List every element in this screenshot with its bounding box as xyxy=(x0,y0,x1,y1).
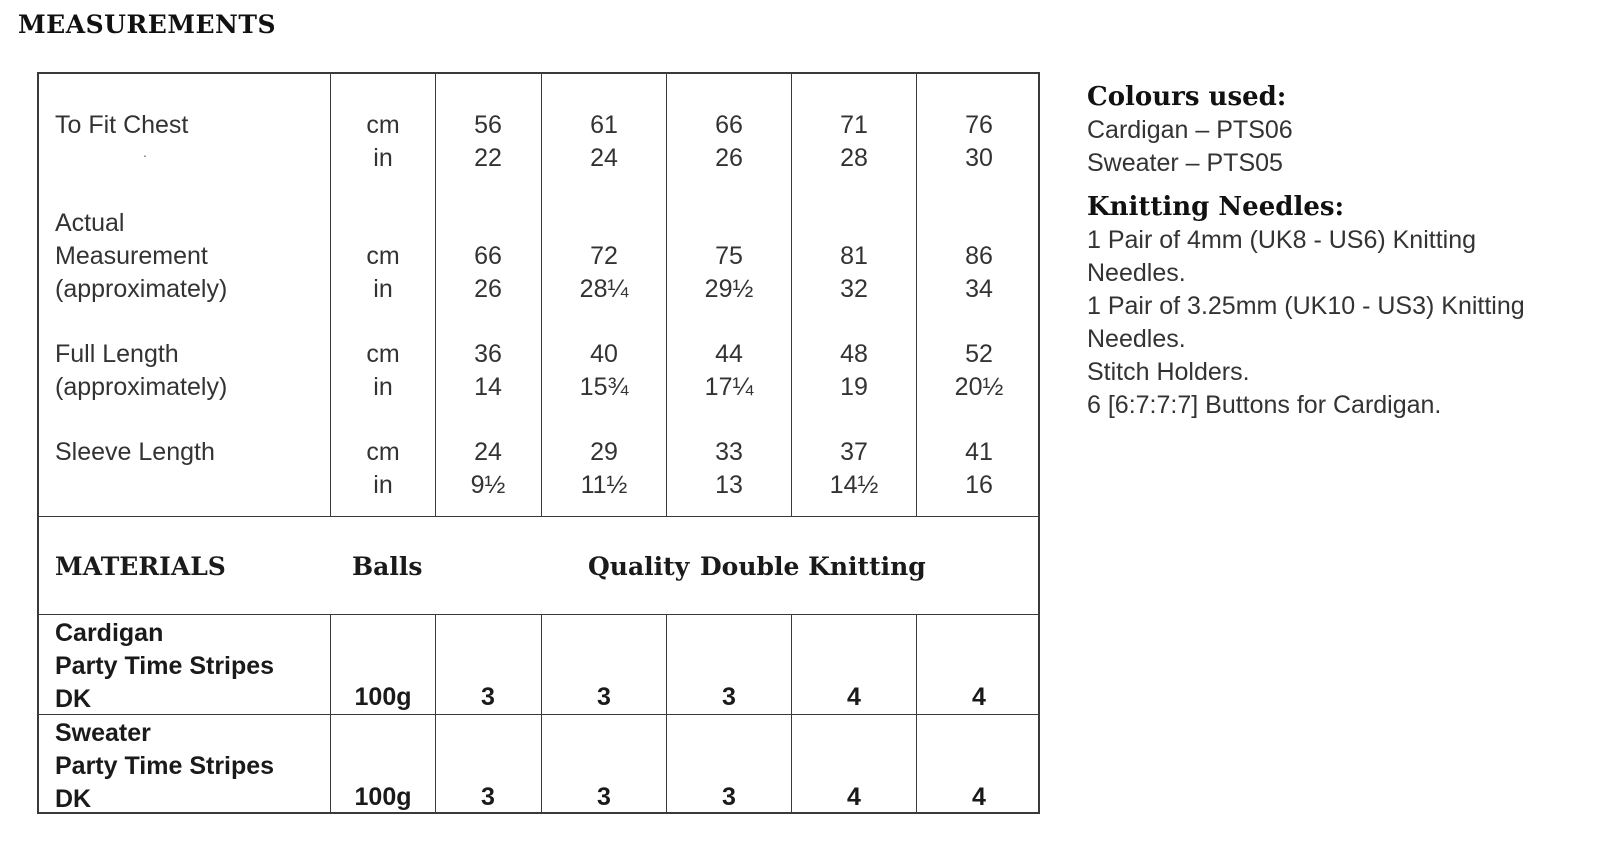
ball-count: 4 xyxy=(847,683,861,711)
yarn-name: Sweater xyxy=(55,719,151,747)
size-value: 71 xyxy=(840,111,868,139)
size-value: 28¼ xyxy=(579,275,629,303)
yarn-name: Party Time Stripes xyxy=(55,652,275,680)
size-value: 41 xyxy=(965,438,993,466)
size-value: 14½ xyxy=(829,471,879,499)
size-value: 32 xyxy=(840,275,868,303)
unit-in: in xyxy=(373,373,393,401)
ball-count: 3 xyxy=(481,783,495,811)
row-label: (approximately) xyxy=(55,275,228,303)
size-value: 29½ xyxy=(704,275,754,303)
size-value: 61 xyxy=(590,111,618,139)
size-value: 33 xyxy=(715,438,743,466)
size-value: 40 xyxy=(590,340,618,368)
unit-in: in xyxy=(373,275,393,303)
unit-cm: cm xyxy=(366,438,400,466)
measurements-table xyxy=(37,72,1040,814)
column-divider xyxy=(541,74,542,516)
size-value: 15¾ xyxy=(579,373,629,401)
size-value: 66 xyxy=(474,242,502,270)
size-value: 26 xyxy=(715,144,743,172)
size-value: 52 xyxy=(965,340,993,368)
ball-count: 3 xyxy=(481,683,495,711)
ball-count: 3 xyxy=(597,783,611,811)
column-divider xyxy=(435,74,436,516)
size-value: 19 xyxy=(840,373,868,401)
size-value: 24 xyxy=(474,438,502,466)
yarn-name: Cardigan xyxy=(55,619,164,647)
size-value: 44 xyxy=(715,340,743,368)
row-divider xyxy=(39,516,1039,517)
needle-line: Stitch Holders. xyxy=(1087,358,1250,386)
materials-heading: MATERIALS xyxy=(55,552,226,581)
unit-cm: cm xyxy=(366,242,400,270)
needle-line: 1 Pair of 4mm (UK8 - US6) Knitting xyxy=(1087,226,1477,254)
size-value: 36 xyxy=(474,340,502,368)
column-divider xyxy=(791,74,792,516)
yarn-weight: 100g xyxy=(354,783,412,811)
size-value: 16 xyxy=(965,471,993,499)
balls-heading: Balls xyxy=(352,552,423,581)
size-value: 66 xyxy=(715,111,743,139)
yarn-name: Party Time Stripes xyxy=(55,752,275,780)
size-value: 28 xyxy=(840,144,868,172)
needle-line: 1 Pair of 3.25mm (UK10 - US3) Knitting xyxy=(1087,292,1525,320)
needles-heading: Knitting Needles: xyxy=(1087,192,1345,222)
ball-count: 3 xyxy=(722,683,736,711)
speck: . xyxy=(143,144,147,160)
unit-cm: cm xyxy=(366,340,400,368)
ball-count: 3 xyxy=(722,783,736,811)
needle-line: 6 [6:7:7:7] Buttons for Cardigan. xyxy=(1087,391,1442,419)
column-divider xyxy=(666,74,667,516)
size-value: 9½ xyxy=(470,471,506,499)
row-label: Measurement xyxy=(55,242,208,270)
row-label: Full Length xyxy=(55,340,179,368)
size-value: 11½ xyxy=(580,471,628,499)
quality-label: Quality xyxy=(588,552,690,581)
size-value: 76 xyxy=(965,111,993,139)
row-divider xyxy=(39,614,1039,615)
row-label: Actual xyxy=(55,209,125,237)
size-value: 22 xyxy=(474,144,502,172)
column-divider xyxy=(330,74,331,516)
colour-line: Cardigan – PTS06 xyxy=(1087,116,1293,144)
quality-value: Double Knitting xyxy=(700,552,926,581)
row-label: (approximately) xyxy=(55,373,228,401)
unit-cm: cm xyxy=(366,111,400,139)
colours-heading: Colours used: xyxy=(1087,82,1287,112)
size-value: 56 xyxy=(474,111,502,139)
size-value: 29 xyxy=(590,438,618,466)
size-value: 72 xyxy=(590,242,618,270)
yarn-name: DK xyxy=(55,785,92,813)
row-label: To Fit Chest xyxy=(55,111,189,139)
colour-line: Sweater – PTS05 xyxy=(1087,149,1283,177)
size-value: 30 xyxy=(965,144,993,172)
row-label: Sleeve Length xyxy=(55,438,215,466)
size-value: 34 xyxy=(965,275,993,303)
ball-count: 3 xyxy=(597,683,611,711)
size-value: 86 xyxy=(965,242,993,270)
yarn-weight: 100g xyxy=(354,683,412,711)
size-value: 14 xyxy=(474,373,502,401)
size-value: 13 xyxy=(715,471,743,499)
page-title: MEASUREMENTS xyxy=(18,10,277,39)
colours-section xyxy=(1087,81,1587,180)
unit-in: in xyxy=(373,471,393,499)
needle-line: Needles. xyxy=(1087,259,1186,287)
size-value: 37 xyxy=(840,438,868,466)
needle-line: Needles. xyxy=(1087,325,1186,353)
size-value: 75 xyxy=(715,242,743,270)
size-value: 24 xyxy=(590,144,618,172)
ball-count: 4 xyxy=(972,683,986,711)
size-value: 81 xyxy=(840,242,868,270)
row-divider xyxy=(39,714,1039,715)
unit-in: in xyxy=(373,144,393,172)
size-value: 26 xyxy=(474,275,502,303)
ball-count: 4 xyxy=(847,783,861,811)
needles-section xyxy=(1087,191,1587,422)
size-value: 17¼ xyxy=(704,373,754,401)
yarn-name: DK xyxy=(55,685,92,713)
size-value: 20½ xyxy=(954,373,1004,401)
ball-count: 4 xyxy=(972,783,986,811)
column-divider xyxy=(916,74,917,516)
size-value: 48 xyxy=(840,340,868,368)
